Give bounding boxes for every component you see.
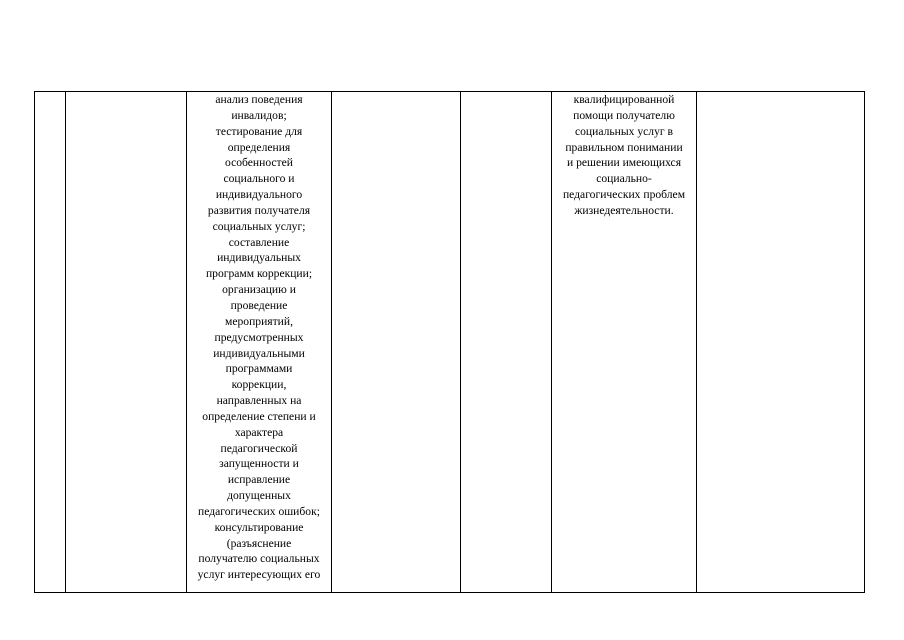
cell-quality-indicators: квалифицированной помощи получателю социальных услуг в правильном понимании и решении имеющихся социально- педагогических проблем жизнедеятельности.: [552, 92, 697, 593]
cell-volume: [332, 92, 461, 593]
services-table: [34, 91, 865, 593]
cell-conditions: [697, 92, 865, 593]
cell-service-description: анализ поведения инвалидов; тестирование для определения особенностей социального и индивидуального развития получателя социальных услуг; составление индивидуальных программ коррекции; организацию и проведение мероприятий, предусмотренных индивидуальными программами коррекции, направленных на определение степени и характера педагогической запущенности и исправление допущенных педагогических ошибок; консультирование (разъяснение получателю социальных услуг интересующих его: [187, 92, 332, 593]
cell-timing: [461, 92, 552, 593]
table-row: [35, 92, 865, 593]
cell-service-name: [66, 92, 187, 593]
cell-number: [35, 92, 66, 593]
